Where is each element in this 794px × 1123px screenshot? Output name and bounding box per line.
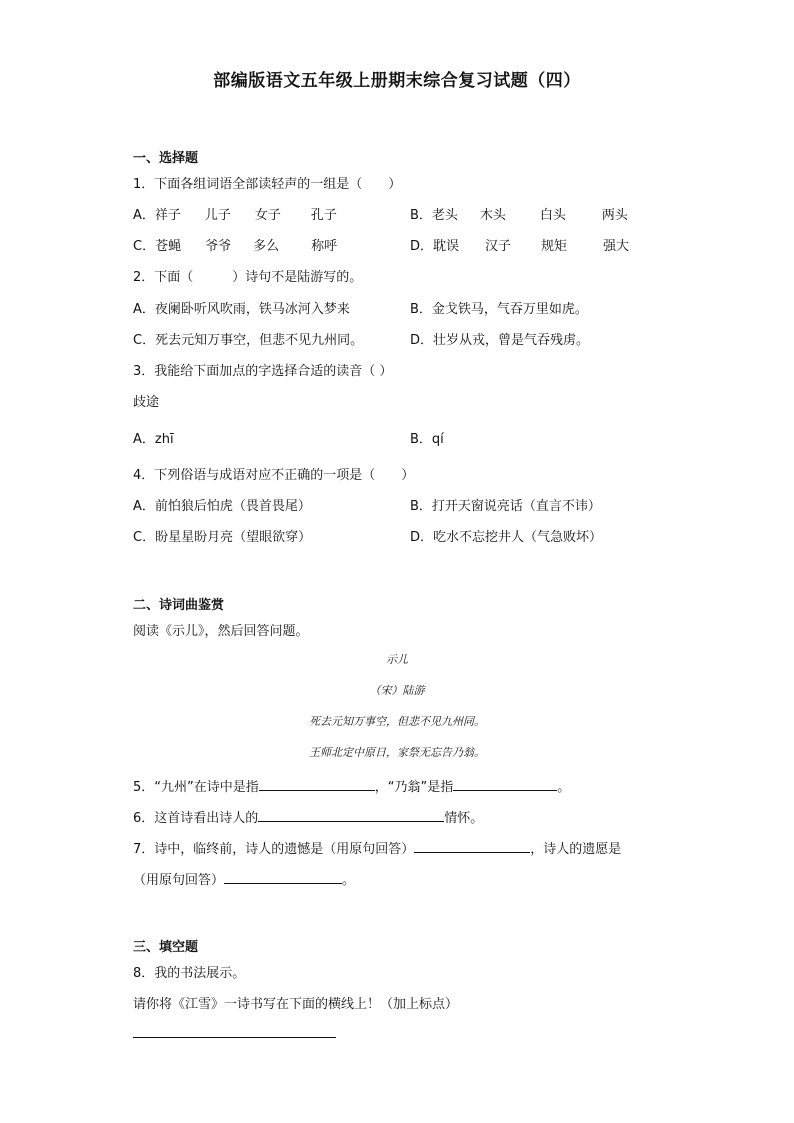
question-5: [133, 776, 570, 795]
question-4-option-a: A．前怕狼后怕虎（畏首畏尾）: [133, 499, 311, 514]
section-heading-choice: 一、选择题: [133, 151, 199, 166]
question-3-word: 歧途: [133, 395, 160, 410]
answer-writing-line[interactable]: [133, 1037, 336, 1038]
question-2-option-b: B．金戈铁马，气吞万里如虎。: [410, 302, 588, 317]
option-word: 老头: [431, 208, 458, 223]
question-7-line-1: [133, 838, 621, 857]
section-heading-poetry: 二、诗词曲鉴赏: [133, 598, 225, 613]
answer-blank[interactable]: [258, 809, 444, 822]
question-3-option-b: B．qí: [410, 432, 444, 447]
question-2-option-a: A．夜阑卧听风吹雨，铁马冰河入梦来: [133, 302, 350, 317]
question-4-option-d: D．吃水不忘挖井人（气急败坏）: [410, 530, 603, 545]
option-word: 多么: [253, 239, 280, 254]
option-label: D．: [410, 239, 434, 254]
question-5-part: ，“乃翁”是指: [374, 780, 454, 795]
question-7-part: 7．诗中，临终前，诗人的遗憾是（用原句回答）: [133, 842, 415, 857]
question-8-stem: 8．我的书法展示。: [133, 966, 246, 981]
option-word: 规矩: [541, 239, 568, 254]
poem-title: 示儿: [386, 653, 408, 666]
question-1-option-a: [133, 204, 337, 223]
option-word: 汉子: [485, 239, 512, 254]
question-2-stem: 2．下面（ ）诗句不是陆游写的。: [133, 270, 363, 285]
question-7-part: 。: [342, 873, 356, 888]
question-3-option-a: A．zhī: [133, 432, 174, 447]
option-word: 木头: [479, 208, 506, 223]
answer-blank[interactable]: [453, 778, 557, 791]
question-5-part: 5．“九州”在诗中是指: [133, 780, 259, 795]
question-1-option-c: [133, 235, 337, 254]
option-word: 女子: [254, 208, 281, 223]
answer-blank[interactable]: [414, 840, 530, 853]
option-word: 爷爷: [205, 239, 232, 254]
question-2-option-d: D．壮岁从戎，曾是气吞残虏。: [410, 333, 590, 348]
option-label: B．: [410, 208, 432, 223]
question-4-stem: 4．下列俗语与成语对应不正确的一项是（ ）: [133, 468, 415, 483]
question-8-instruction: 请你将《江雪》一诗书写在下面的横线上！（加上标点）: [133, 997, 459, 1012]
poem-author: （宋）陆游: [369, 684, 425, 697]
question-6-part: 情怀。: [444, 811, 484, 826]
question-6-part: 6．这首诗看出诗人的: [133, 811, 259, 826]
option-word: 儿子: [204, 208, 231, 223]
answer-blank[interactable]: [224, 871, 342, 884]
poem-line-2: 王师北定中原日，家祭无忘告乃翁。: [309, 746, 485, 759]
option-label: A．: [133, 208, 155, 223]
poem-line-1: 死去元知万事空，但悲不见九州同。: [309, 715, 485, 728]
section-heading-fill: 三、填空题: [133, 940, 199, 955]
question-1-option-d: [410, 235, 629, 254]
question-4-option-b: B．打开天窗说亮话（直言不讳）: [410, 499, 601, 514]
option-word: 祥子: [154, 208, 181, 223]
option-word: 苍蝇: [155, 239, 182, 254]
question-4-option-c: C．盼星星盼月亮（望眼欲穿）: [133, 530, 312, 545]
question-2-option-c: C．死去元知万事空，但悲不见九州同。: [133, 333, 364, 348]
question-6: [133, 807, 483, 826]
option-word: 称呼: [311, 239, 338, 254]
reading-intro: 阅读《示儿》，然后回答问题。: [133, 624, 309, 639]
option-word: 两头: [601, 208, 628, 223]
question-7-line-2: [133, 869, 355, 888]
question-1-stem: 1．下面各组词语全部读轻声的一组是（ ）: [133, 177, 402, 192]
option-word: 耽误: [433, 239, 460, 254]
question-3-stem: 3．我能给下面加点的字选择合适的读音（ ）: [133, 364, 393, 379]
option-label: C．: [133, 239, 156, 254]
question-1-option-b: [410, 204, 628, 223]
option-word: 强大: [603, 239, 630, 254]
answer-blank[interactable]: [259, 778, 375, 791]
question-5-part: 。: [557, 780, 571, 795]
option-word: 白头: [539, 208, 566, 223]
page-title: 部编版语文五年级上册期末综合复习试题（四）: [213, 71, 581, 91]
option-word: 孔子: [310, 208, 337, 223]
question-7-part: ，诗人的遗愿是: [530, 842, 622, 857]
question-7-part: （用原句回答）: [133, 873, 225, 888]
